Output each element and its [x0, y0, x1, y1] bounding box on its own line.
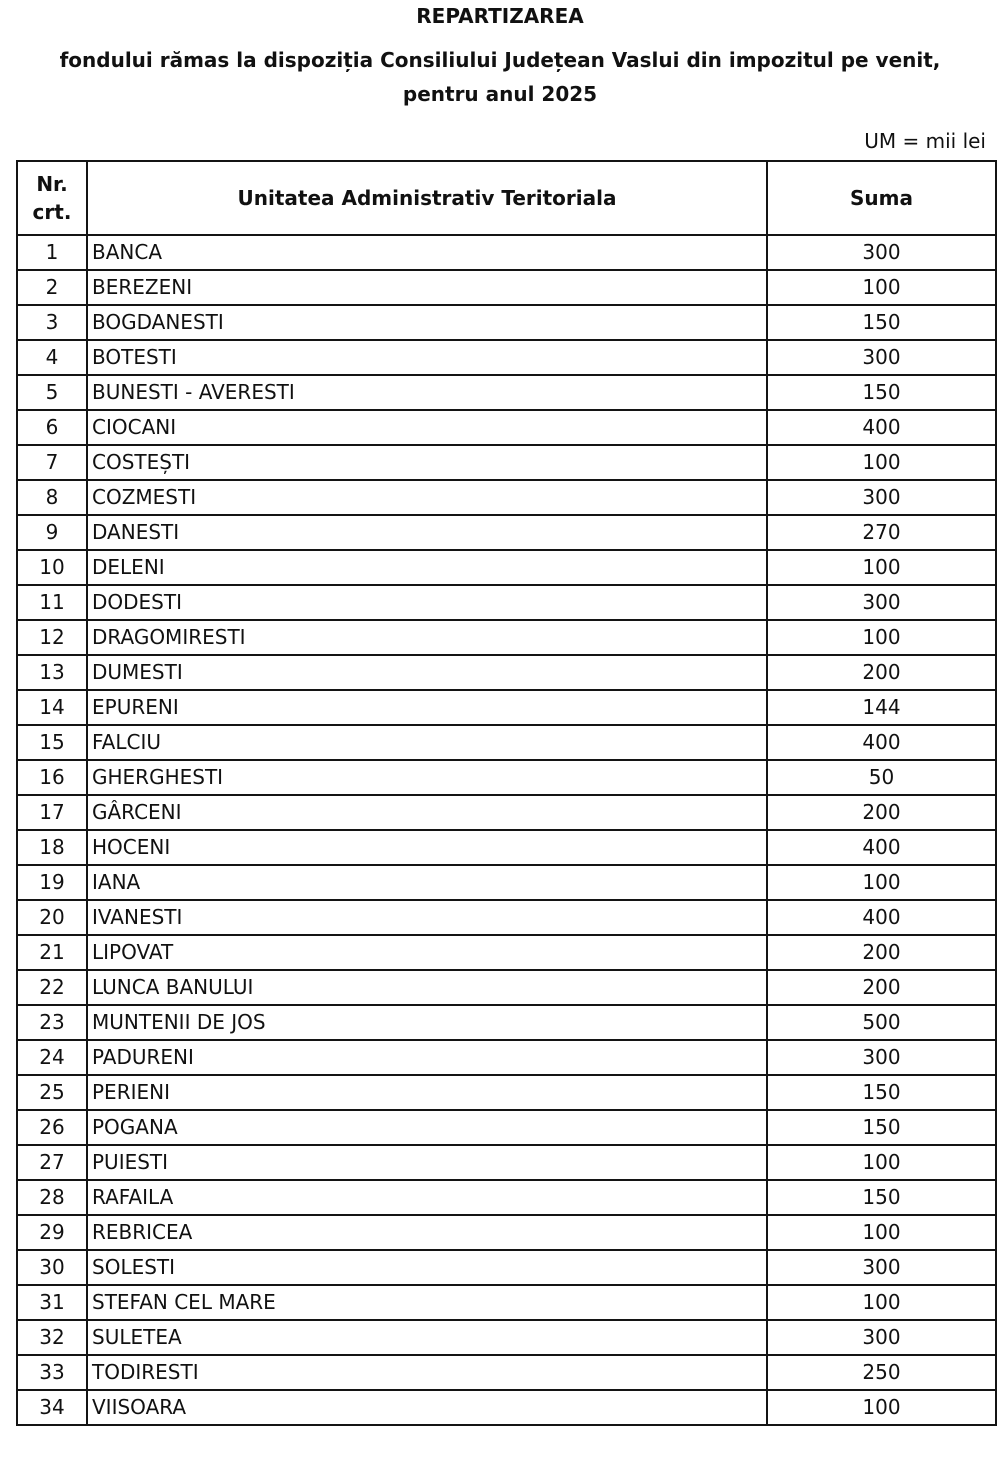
uat-name: MUNTENII DE JOS: [87, 1005, 767, 1040]
suma-value: 200: [767, 655, 996, 690]
uat-name: BEREZENI: [87, 270, 767, 305]
table-row: [17, 1215, 996, 1250]
uat-name: IANA: [87, 865, 767, 900]
row-number: 11: [17, 585, 87, 620]
suma-value: 400: [767, 725, 996, 760]
row-number: 7: [17, 445, 87, 480]
row-number: 31: [17, 1285, 87, 1320]
suma-value: 100: [767, 550, 996, 585]
row-number: 18: [17, 830, 87, 865]
row-number: 30: [17, 1250, 87, 1285]
uat-name: DRAGOMIRESTI: [87, 620, 767, 655]
table-row: [17, 1355, 996, 1390]
row-number: 26: [17, 1110, 87, 1145]
uat-name: CIOCANI: [87, 410, 767, 445]
row-number: 32: [17, 1320, 87, 1355]
table-row: [17, 830, 996, 865]
table-row: [17, 760, 996, 795]
row-number: 9: [17, 515, 87, 550]
table-row: [17, 270, 996, 305]
suma-value: 270: [767, 515, 996, 550]
uat-name: BOTESTI: [87, 340, 767, 375]
table-row: [17, 900, 996, 935]
uat-name: DELENI: [87, 550, 767, 585]
allocation-table: [16, 160, 997, 1426]
table-row: [17, 1180, 996, 1215]
row-number: 34: [17, 1390, 87, 1425]
uat-name: STEFAN CEL MARE: [87, 1285, 767, 1320]
uat-name: DUMESTI: [87, 655, 767, 690]
table-row: [17, 620, 996, 655]
suma-value: 100: [767, 1215, 996, 1250]
uat-name: COZMESTI: [87, 480, 767, 515]
suma-value: 100: [767, 445, 996, 480]
table-row: [17, 655, 996, 690]
column-header-nr: Nr. crt.: [17, 161, 87, 235]
suma-value: 150: [767, 1180, 996, 1215]
document-title: REPARTIZAREA: [416, 4, 584, 28]
table-row: [17, 410, 996, 445]
table-row: [17, 865, 996, 900]
suma-value: 400: [767, 410, 996, 445]
row-number: 4: [17, 340, 87, 375]
suma-value: 100: [767, 270, 996, 305]
suma-value: 400: [767, 900, 996, 935]
uat-name: DODESTI: [87, 585, 767, 620]
row-number: 21: [17, 935, 87, 970]
row-number: 28: [17, 1180, 87, 1215]
row-number: 15: [17, 725, 87, 760]
suma-value: 150: [767, 305, 996, 340]
row-number: 23: [17, 1005, 87, 1040]
uat-name: PADURENI: [87, 1040, 767, 1075]
suma-value: 200: [767, 795, 996, 830]
table-row: [17, 305, 996, 340]
uat-name: HOCENI: [87, 830, 767, 865]
uat-name: FALCIU: [87, 725, 767, 760]
row-number: 3: [17, 305, 87, 340]
table-row: [17, 550, 996, 585]
uat-name: PUIESTI: [87, 1145, 767, 1180]
table-row: [17, 1075, 996, 1110]
row-number: 13: [17, 655, 87, 690]
suma-value: 50: [767, 760, 996, 795]
uat-name: POGANA: [87, 1110, 767, 1145]
suma-value: 100: [767, 1390, 996, 1425]
table-row: [17, 1110, 996, 1145]
table-row: [17, 935, 996, 970]
row-number: 19: [17, 865, 87, 900]
column-header-suma: Suma: [767, 161, 996, 235]
table-row: [17, 970, 996, 1005]
suma-value: 150: [767, 1075, 996, 1110]
row-number: 29: [17, 1215, 87, 1250]
table-row: [17, 690, 996, 725]
document-subtitle-line2: pentru anul 2025: [402, 82, 598, 106]
uat-name: EPURENI: [87, 690, 767, 725]
uat-name: GÂRCENI: [87, 795, 767, 830]
row-number: 33: [17, 1355, 87, 1390]
uat-name: REBRICEA: [87, 1215, 767, 1250]
uat-name: RAFAILA: [87, 1180, 767, 1215]
suma-value: 150: [767, 375, 996, 410]
row-number: 12: [17, 620, 87, 655]
suma-value: 300: [767, 340, 996, 375]
row-number: 16: [17, 760, 87, 795]
suma-value: 300: [767, 1040, 996, 1075]
table-row: [17, 1285, 996, 1320]
table-header-row: [17, 161, 996, 235]
uat-name: SULETEA: [87, 1320, 767, 1355]
row-number: 22: [17, 970, 87, 1005]
row-number: 17: [17, 795, 87, 830]
row-number: 24: [17, 1040, 87, 1075]
table-row: [17, 235, 996, 270]
suma-value: 400: [767, 830, 996, 865]
document-subtitle-line1: fondului rămas la dispoziția Consiliului Județean Vaslui din impozitul pe venit,: [59, 48, 941, 72]
suma-value: 500: [767, 1005, 996, 1040]
uat-name: VIISOARA: [87, 1390, 767, 1425]
table-row: [17, 725, 996, 760]
row-number: 25: [17, 1075, 87, 1110]
uat-name: BUNESTI - AVERESTI: [87, 375, 767, 410]
row-number: 1: [17, 235, 87, 270]
suma-value: 250: [767, 1355, 996, 1390]
table-row: [17, 1320, 996, 1355]
uat-name: IVANESTI: [87, 900, 767, 935]
uat-name: PERIENI: [87, 1075, 767, 1110]
row-number: 5: [17, 375, 87, 410]
uat-name: LIPOVAT: [87, 935, 767, 970]
table-row: [17, 1145, 996, 1180]
uat-name: BANCA: [87, 235, 767, 270]
table-row: [17, 1040, 996, 1075]
uat-name: COSTEȘTI: [87, 445, 767, 480]
suma-value: 300: [767, 1320, 996, 1355]
uat-name: LUNCA BANULUI: [87, 970, 767, 1005]
suma-value: 100: [767, 620, 996, 655]
suma-value: 300: [767, 235, 996, 270]
row-number: 8: [17, 480, 87, 515]
uat-name: TODIRESTI: [87, 1355, 767, 1390]
suma-value: 150: [767, 1110, 996, 1145]
uat-name: DANESTI: [87, 515, 767, 550]
table-row: [17, 445, 996, 480]
suma-value: 200: [767, 970, 996, 1005]
suma-value: 200: [767, 935, 996, 970]
suma-value: 100: [767, 865, 996, 900]
table-row: [17, 795, 996, 830]
uat-name: GHERGHESTI: [87, 760, 767, 795]
table-body: [17, 235, 996, 1425]
table-row: [17, 515, 996, 550]
suma-value: 100: [767, 1145, 996, 1180]
unit-note: UM = mii lei: [864, 129, 986, 153]
row-number: 2: [17, 270, 87, 305]
row-number: 14: [17, 690, 87, 725]
row-number: 27: [17, 1145, 87, 1180]
table-row: [17, 480, 996, 515]
suma-value: 300: [767, 480, 996, 515]
table-row: [17, 340, 996, 375]
row-number: 6: [17, 410, 87, 445]
table-row: [17, 1005, 996, 1040]
row-number: 20: [17, 900, 87, 935]
uat-name: BOGDANESTI: [87, 305, 767, 340]
suma-value: 300: [767, 1250, 996, 1285]
table-row: [17, 375, 996, 410]
row-number: 10: [17, 550, 87, 585]
table-row: [17, 585, 996, 620]
table-row: [17, 1390, 996, 1425]
suma-value: 144: [767, 690, 996, 725]
table-row: [17, 1250, 996, 1285]
suma-value: 100: [767, 1285, 996, 1320]
uat-name: SOLESTI: [87, 1250, 767, 1285]
column-header-uat: Unitatea Administrativ Teritoriala: [87, 161, 767, 235]
suma-value: 300: [767, 585, 996, 620]
